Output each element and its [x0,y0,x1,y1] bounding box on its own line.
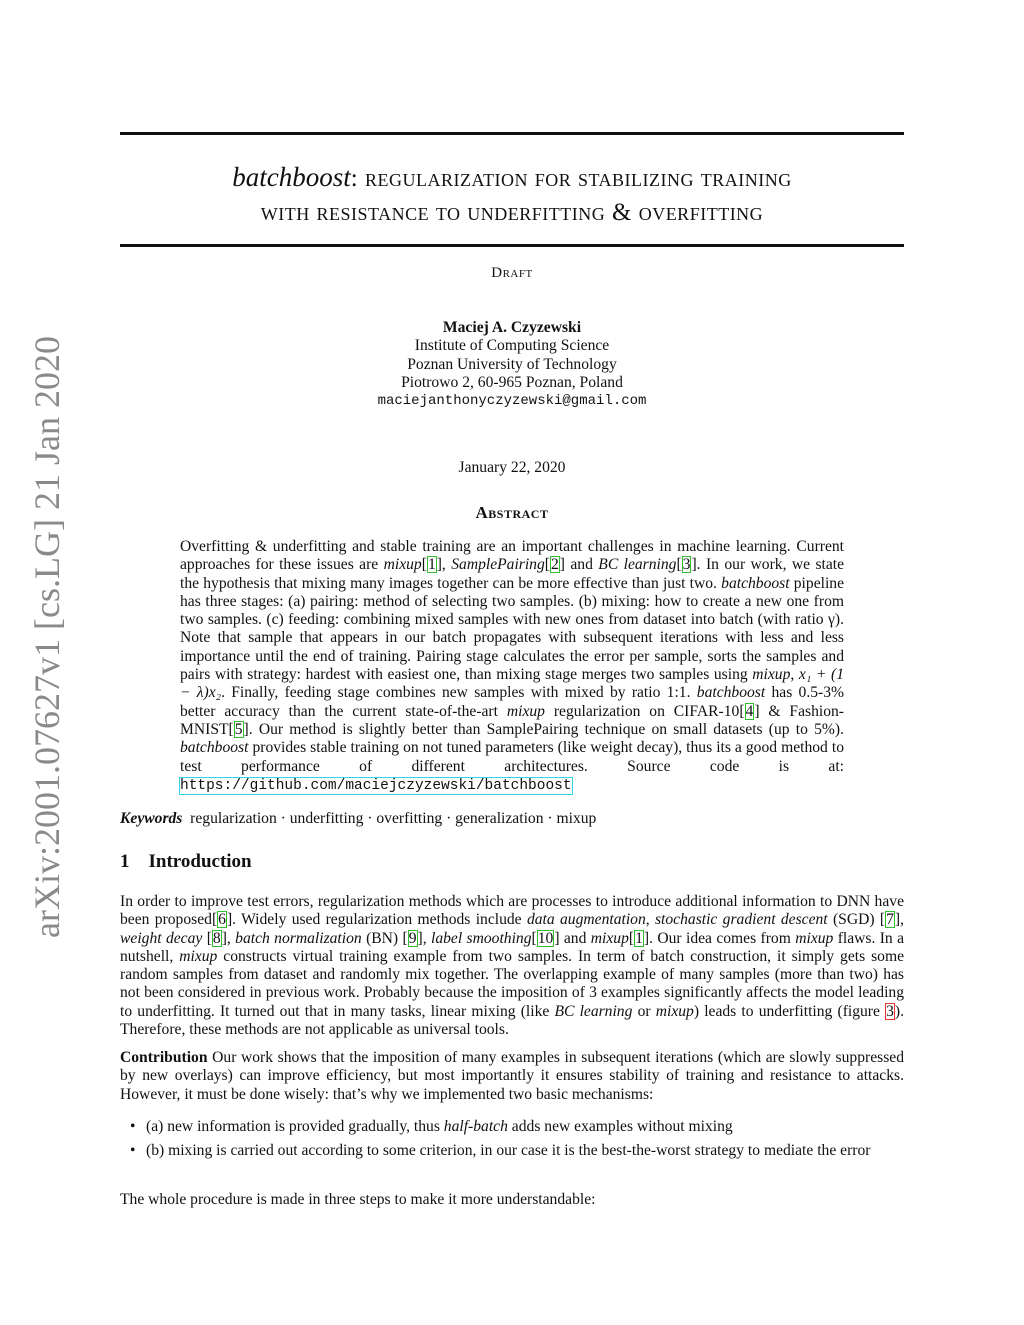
citation-5[interactable]: 5 [234,720,243,738]
title-bottom-rule [120,244,904,247]
intro-text: , [900,911,904,929]
intro-text: flaws. In a nutshell, [120,929,905,965]
intro-term: mixup [655,1002,694,1020]
citation-10[interactable]: 10 [537,929,554,947]
intro-text: (SGD) [827,911,880,929]
intro-text: and [559,929,591,947]
intro-text: , [422,929,431,947]
samplepairing-term: SamplePairing [451,556,545,574]
arxiv-identifier: arXiv:2001.07627v1 [cs.LG] 21 Jan 2020 [27,336,67,938]
list-item [130,1118,904,1136]
abstract-text-8: . Our method is slightly better than SamplePairing technique on small datasets (up to 5%). [248,720,844,738]
intro-text: In order to improve test errors, regularization methods which are processes to introduce additional information to DNN have been proposed [120,893,904,929]
figure-ref-3[interactable]: 3 [886,1002,894,1020]
intro-text: (BN) [361,929,403,947]
intro-text [202,930,206,947]
title-line-1: : regularization for stabilizing training [350,165,792,192]
abstract-text-1: Overfitting & underfitting and stable training are an important challenges in machine learning. Current approaches for these issues are [180,538,844,574]
abstract-text-9: provides stable training on not tuned parameters (like weight decay), thus its a good method to test performance of different architectures. Source code is at: [180,739,844,775]
citation-9[interactable]: 9 [408,929,417,947]
bullet-icon: • [130,1142,136,1159]
citation-6[interactable]: 6 [218,911,226,929]
intro-term: BC learning [554,1002,633,1020]
batchboost-term: batchboost [721,574,790,592]
abstract-text-7: & Fashion-MNIST [180,702,844,738]
citation-8[interactable]: 8 [212,929,221,947]
intro-term: data augmentation [526,911,646,929]
intro-term: mixup [179,947,218,965]
mixup-term: mixup [752,666,791,684]
abstract-text-2: . In our work, we state the hypothesis that mixing many images together can be more effective than just two. [180,556,845,592]
paper-title [120,160,904,230]
citation-7[interactable]: 7 [886,911,894,929]
bc-learning-term: BC learning [598,556,677,574]
intro-text: or [632,1002,656,1020]
list-item [130,1142,904,1160]
author-block [120,319,904,410]
abstract-text-5: has 0.5-3% better accuracy than the current state-of-the-art [180,684,844,720]
draft-label: Draft [491,265,533,281]
keywords-text: regularization · underfitting · overfitting · generalization · mixup [190,810,597,827]
intro-term: batch normalization [235,929,362,947]
batchboost-term: batchboost [180,739,249,757]
citation-2[interactable]: 2 [550,556,559,574]
abstract-and: and [564,556,599,574]
citation-3[interactable]: 3 [682,556,691,574]
author-address: Piotrowo 2, 60-965 Poznan, Poland [401,373,623,391]
intro-text: ). Therefore, these methods are not applicable as universal tools. [120,1002,904,1039]
half-batch-term: half-batch [443,1118,508,1135]
section-number: 1 [120,851,130,872]
author-email[interactable]: maciejanthonyczyzewski@gmail.com [377,393,647,410]
author-institute: Institute of Computing Science [414,337,610,355]
mixup-term: mixup [383,556,422,574]
intro-term: mixup [590,929,629,947]
citation-1[interactable]: 1 [635,929,643,947]
intro-text: , [226,929,236,947]
bullet-text: adds new examples without mixing [507,1118,733,1135]
contribution-label: Contribution [120,1049,208,1066]
mixup-formula: x₁ + (1 − λ)x₂ [180,666,845,702]
bullet-icon: • [130,1118,136,1135]
intro-term: label smoothing [430,929,532,947]
section-title: Introduction [148,851,252,872]
keywords [120,810,904,828]
bullet-text: (b) mixing is carried out according to some criterion, in our case it is the best-the-worst strategy to mediate the error [146,1142,871,1159]
title-top-rule [120,132,904,135]
intro-text: constructs virtual training example from two samples. In term of batch construction, it simply gets some random samples from dataset and randomly mix together. The overlapping example of many samples (more than two) has not been considered in previous work. Probably because the imposition of 3 examples significantly affects the model leading to underfitting. It turned out that in many tasks, linear mixing (like [120,947,904,1020]
source-code-link[interactable]: https://github.com/maciejczyzewski/batchboost [180,777,572,794]
citation-1[interactable]: 1 [427,556,436,574]
intro-text: , [645,911,655,929]
abstract-text-4: . Finally, feeding stage combines new samples with mixed by ratio 1:1. [221,684,697,702]
intro-text: . Our idea comes from [649,929,796,947]
abstract-text: Overfitting & underfitting and stable training are an important challenges in machine learning. Current approaches for these issues are mixup[1], SamplePairing[2] and BC learning[3]. In our work, we state the hypothesis that mixing many images together can be more effective than just two. batchboost pipeline has three stages: (a) pairing: method of selecting two samples. (b) mixing: how to create a new one from two samples. (c) feeding: combining mixed samples with new ones from dataset into batch (with ratio γ). Note that sample that appears in our batch propagates with subsequent iterations with less and less importance until the end of training. Pairing stage calculates the error per sample, sorts the samples and pairs with strategy: hardest with easiest one, than mixing stage merges two samples using mixup, x₁ + (1 − λ)x₂. Finally, feeding stage combines new samples with mixed by ratio 1:1. batchboost has 0.5-3% better accuracy than the current state-of-the-art mixup regularization on CIFAR-10[4] & Fashion-MNIST[5]. Our method is slightly better than SamplePairing technique on small datasets (up to 5%). batchboost provides stable training on not tuned parameters (like weight decay), thus its a good method to test performance of different architectures. Source code is at: https://github.com/maciejczyzewski/batchboost [180,538,845,794]
intro-text: . Widely used regularization methods include [232,911,527,929]
intro-text: ) leads to underfitting (figure [693,1002,886,1020]
author-name: Maciej A. Czyzewski [442,319,582,336]
abstract-text-3: pipeline has three stages: (a) pairing: method of selecting two samples. (b) mixing: how to create a new one from two samples. (c) feeding: combining mixed samples with new ones from dataset into batch (with ratio γ). Note that sample that appears in our batch propagates with subsequent iterations with less and less importance until the end of training. Pairing stage calculates the error per sample, sorts the samples and pairs with strategy: hardest with easiest one, than mixing stage merges two samples using [180,574,844,684]
intro-term: stochastic gradient descent [654,911,828,929]
abstract-heading: Abstract [475,503,549,522]
title-italic: batchboost [232,162,351,192]
intro-term: mixup [795,929,834,947]
mixup-term: mixup [506,702,545,720]
abstract-text-6: regularization on CIFAR-10 [544,702,740,720]
author-university: Poznan University of Technology [407,355,617,373]
citation-4[interactable]: 4 [745,702,754,720]
intro-paragraph: In order to improve test errors, regularization methods which are processes to introduce additional information to DNN have been proposed[6]. Widely used regularization methods include data augmentation, stochastic gradient descent (SGD) [7], weight decay [8], batch normalization (BN) [9], label smoothing[10] and mixup[1]. Our idea comes from mixup flaws. In a nutshell, mixup constructs virtual training example from two samples. In term of batch construction, it simply gets some random samples from dataset and randomly mix together. The overlapping example of many samples (more than two) has not been considered in previous work. Probably because the imposition of 3 examples significantly affects the model leading to underfitting. It turned out that in many tasks, linear mixing (like BC learning or mixup) leads to underfitting (figure 3). Therefore, these methods are not applicable as universal tools. [120,893,905,1039]
intro-term: weight decay [120,929,203,947]
batchboost-term: batchboost [696,684,766,702]
keywords-label: Keywords [120,810,183,827]
contribution-paragraph [120,1049,904,1104]
paper-date: January 22, 2020 [458,459,566,476]
closing-sentence: The whole procedure is made in three steps to make it more understandable: [120,1191,596,1208]
bullet-text: (a) new information is provided gradually, thus [146,1118,444,1135]
contribution-text: Our work shows that the imposition of many examples in subsequent iterations (which are slowly suppressed by new overlays) can improve efficiency, but most importantly it ensures stability of training and resistance to attacks. However, it must be done wisely: that’s why we implemented two basic mechanisms: [120,1049,904,1103]
section-heading [120,853,904,871]
title-line-2: with resistance to underfitting & overfitting [260,199,764,226]
